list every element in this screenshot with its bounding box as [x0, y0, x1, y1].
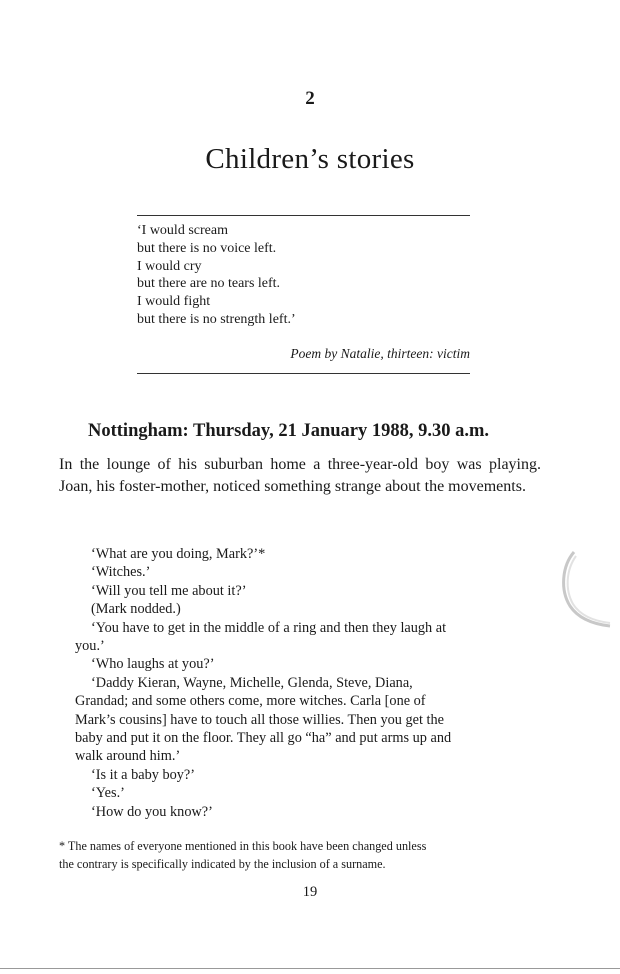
dialogue-block	[75, 545, 515, 821]
dialogue-line: walk around him.’	[75, 748, 181, 765]
dialogue-line: ‘Will you tell me about it?’	[91, 582, 247, 599]
epigraph-poem	[137, 222, 477, 329]
dialogue-line: Grandad; and some others come, more witches. Carla [one of	[75, 693, 426, 710]
footnote-line: * The names of everyone mentioned in this book have been changed unless	[59, 839, 427, 853]
footnote-line: the contrary is specifically indicated by the inclusion of a surname.	[59, 856, 386, 871]
epigraph-top-rule	[137, 215, 470, 216]
poem-line: I would fight	[137, 294, 211, 310]
epigraph-attribution: Poem by Natalie, thirteen: victim	[290, 346, 470, 361]
dialogue-line: ‘You have to get in the middle of a ring and then they laugh at	[91, 619, 447, 636]
dialogue-line: ‘Witches.’	[91, 564, 151, 581]
dialogue-line: ‘What are you doing, Mark?’*	[91, 546, 266, 562]
chapter-number: 2	[305, 88, 315, 109]
intro-paragraph: In the lounge of his suburban home a three-year-old boy was playing. Joan, his foster-mother, noticed something strange about the movements.	[59, 456, 541, 496]
dialogue-line: ‘Who laughs at you?’	[91, 656, 215, 673]
poem-line: ‘I would scream	[137, 223, 228, 238]
poem-line: but there is no voice left.	[137, 240, 277, 256]
page-bottom-edge	[0, 968, 620, 969]
chapter-title: Children’s stories	[205, 143, 415, 175]
dialogue-line: you.’	[75, 638, 105, 655]
poem-line: but there is no strength left.’	[137, 311, 296, 327]
page-edge-curl	[560, 548, 612, 628]
page-number: 19	[302, 884, 318, 900]
section-heading: Nottingham: Thursday, 21 January 1988, 9.30 a.m.	[88, 421, 490, 441]
dialogue-line: ‘Daddy Kieran, Wayne, Michelle, Glenda, Steve, Diana,	[91, 674, 413, 691]
dialogue-line: ‘Yes.’	[91, 785, 125, 802]
dialogue-line: ‘Is it a baby boy?’	[91, 766, 196, 783]
dialogue-line: baby and put it on the floor. They all go “ha” and put arms up and	[75, 730, 452, 747]
poem-line: I would cry	[137, 258, 202, 274]
dialogue-line: ‘How do you know?’	[91, 803, 213, 820]
footnote	[59, 838, 529, 873]
poem-line: but there are no tears left.	[137, 276, 281, 292]
dialogue-line: Mark’s cousins] have to touch all those willies. Then you get the	[75, 711, 445, 728]
dialogue-line: (Mark nodded.)	[91, 601, 181, 618]
epigraph-bottom-rule	[137, 373, 470, 374]
